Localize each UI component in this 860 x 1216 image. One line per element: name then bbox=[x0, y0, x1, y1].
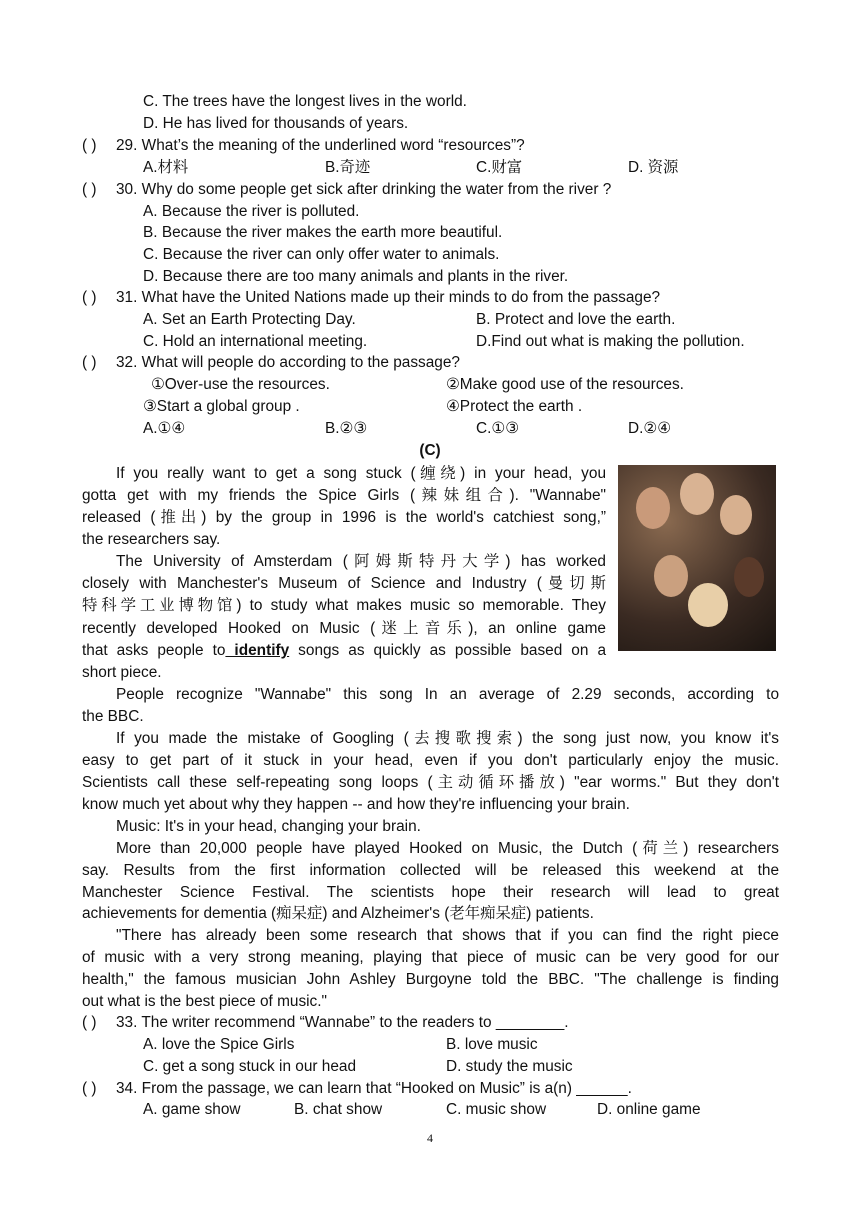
question-29-stem: 29. What’s the meaning of the underlined word “resources”? bbox=[116, 137, 525, 154]
passage-line bbox=[82, 640, 606, 662]
q32-item-3: ③Start a global group . bbox=[143, 398, 300, 415]
q32-option-c: C.①③ bbox=[476, 420, 519, 437]
q30-option-a: A. Because the river is polluted. bbox=[143, 203, 360, 220]
answer-blank-29[interactable]: ( ) bbox=[82, 137, 97, 154]
section-title: (C) bbox=[419, 442, 441, 459]
passage-line: More than 20,000 people have played Hooked on Music, the Dutch (荷兰) researchers bbox=[116, 840, 779, 857]
passage-line: of music with a very strong meaning, playing that piece of music can be very good for our bbox=[82, 949, 779, 966]
answer-blank-32[interactable]: ( ) bbox=[82, 354, 97, 371]
passage-line: easy to get part of it stuck in your head, even if you don't particularly enjoy the music. bbox=[82, 752, 779, 769]
passage-line: gotta get with my friends the Spice Girls (辣妹组合). "Wannabe" bbox=[82, 487, 606, 504]
passage-line: the BBC. bbox=[82, 708, 144, 725]
passage-line: 特科学工业博物馆) to study what makes music so memorable. They bbox=[82, 597, 606, 614]
q33-option-d: D. study the music bbox=[446, 1058, 573, 1075]
q30-option-b: B. Because the river makes the earth more beautiful. bbox=[143, 224, 503, 241]
q34-option-c: C. music show bbox=[446, 1101, 547, 1118]
passage-line: short piece. bbox=[82, 664, 162, 681]
passage-line: People recognize "Wannabe" this song In an average of 2.29 seconds, according to bbox=[116, 686, 779, 703]
q32-item-2: ②Make good use of the resources. bbox=[446, 376, 684, 393]
answer-blank-33[interactable]: ( ) bbox=[82, 1014, 97, 1031]
passage-line: know much yet about why they happen -- and how they're influencing your brain. bbox=[82, 796, 630, 813]
passage-line: released (推出) by the group in 1996 is the world's catchiest song,” bbox=[82, 509, 606, 526]
passage-line: Scientists call these self-repeating song loops (主动循环播放) "ear worms." But they don't bbox=[82, 774, 779, 791]
q29-option-b: B.奇迹 bbox=[325, 159, 371, 176]
question-31-stem: 31. What have the United Nations made up their minds to do from the passage? bbox=[116, 289, 661, 306]
passage-line: recently developed Hooked on Music (迷上音乐), an online game bbox=[82, 620, 606, 637]
q33-option-b: B. love music bbox=[446, 1036, 538, 1053]
q31-option-a: A. Set an Earth Protecting Day. bbox=[143, 311, 356, 328]
q29-option-a: A.材料 bbox=[143, 159, 189, 176]
q34-option-b: B. chat show bbox=[294, 1101, 383, 1118]
q32-option-d: D.②④ bbox=[628, 420, 671, 437]
q31-option-c: C. Hold an international meeting. bbox=[143, 333, 368, 350]
passage-line: say. Results from the first information collected will be released this weekend at the bbox=[82, 862, 779, 879]
q33-option-c: C. get a song stuck in our head bbox=[143, 1058, 357, 1075]
passage-text: songs as quickly as possible based on a bbox=[289, 642, 606, 659]
passage-line: achievements for dementia (痴呆症) and Alzheimer's (老年痴呆症) patients. bbox=[82, 905, 594, 922]
q34-option-a: A. game show bbox=[143, 1101, 241, 1118]
passage-line: If you made the mistake of Googling (去搜歌搜索) the song just now, you know it's bbox=[116, 730, 779, 747]
q34-option-d: D. online game bbox=[597, 1101, 701, 1118]
passage-line: Music: It's in your head, changing your brain. bbox=[116, 818, 421, 835]
passage-line: If you really want to get a song stuck (缠绕) in your head, you bbox=[116, 465, 606, 482]
spice-girls-photo bbox=[618, 465, 776, 651]
q31-option-b: B. Protect and love the earth. bbox=[476, 311, 676, 328]
q32-item-4: ④Protect the earth . bbox=[446, 398, 583, 415]
passage-line: Manchester Science Festival. The scientists hope their research will lead to great bbox=[82, 884, 779, 901]
answer-blank-30[interactable]: ( ) bbox=[82, 181, 97, 198]
q29-option-d: D. 资源 bbox=[628, 159, 679, 176]
passage-line: The University of Amsterdam (阿姆斯特丹大学) has worked bbox=[116, 553, 606, 570]
q33-option-a: A. love the Spice Girls bbox=[143, 1036, 295, 1053]
passage-line: out what is the best piece of music." bbox=[82, 993, 327, 1010]
q32-option-a: A.①④ bbox=[143, 420, 186, 437]
q32-item-1: ①Over-use the resources. bbox=[151, 376, 330, 393]
page-number: 4 bbox=[427, 1131, 433, 1145]
underlined-word-identify: identify bbox=[225, 642, 290, 659]
q28-option-d: D. He has lived for thousands of years. bbox=[143, 115, 409, 132]
q29-option-c: C.财富 bbox=[476, 159, 523, 176]
question-33-stem: 33. The writer recommend “Wannabe” to the readers to ________. bbox=[116, 1014, 569, 1031]
passage-text: that asks people to bbox=[82, 642, 226, 659]
q32-option-b: B.②③ bbox=[325, 420, 368, 437]
question-34-stem: 34. From the passage, we can learn that “Hooked on Music” is a(n) ______. bbox=[116, 1080, 632, 1097]
question-30-stem: 30. Why do some people get sick after drinking the water from the river ? bbox=[116, 181, 612, 198]
q30-option-d: D. Because there are too many animals and plants in the river. bbox=[143, 268, 569, 285]
question-32-stem: 32. What will people do according to the passage? bbox=[116, 354, 460, 371]
passage-line: closely with Manchester's Museum of Science and Industry (曼切斯 bbox=[82, 575, 606, 592]
passage-line: health," the famous musician John Ashley Burgoyne told the BBC. "The challenge is finding bbox=[82, 971, 779, 988]
passage-line: the researchers say. bbox=[82, 531, 221, 548]
q30-option-c: C. Because the river can only offer water to animals. bbox=[143, 246, 500, 263]
q28-option-c: C. The trees have the longest lives in the world. bbox=[143, 93, 467, 110]
q31-option-d: D.Find out what is making the pollution. bbox=[476, 333, 745, 350]
passage-line: "There has already been some research that shows that if you can find the right piece bbox=[116, 927, 779, 944]
answer-blank-31[interactable]: ( ) bbox=[82, 289, 97, 306]
answer-blank-34[interactable]: ( ) bbox=[82, 1080, 97, 1097]
